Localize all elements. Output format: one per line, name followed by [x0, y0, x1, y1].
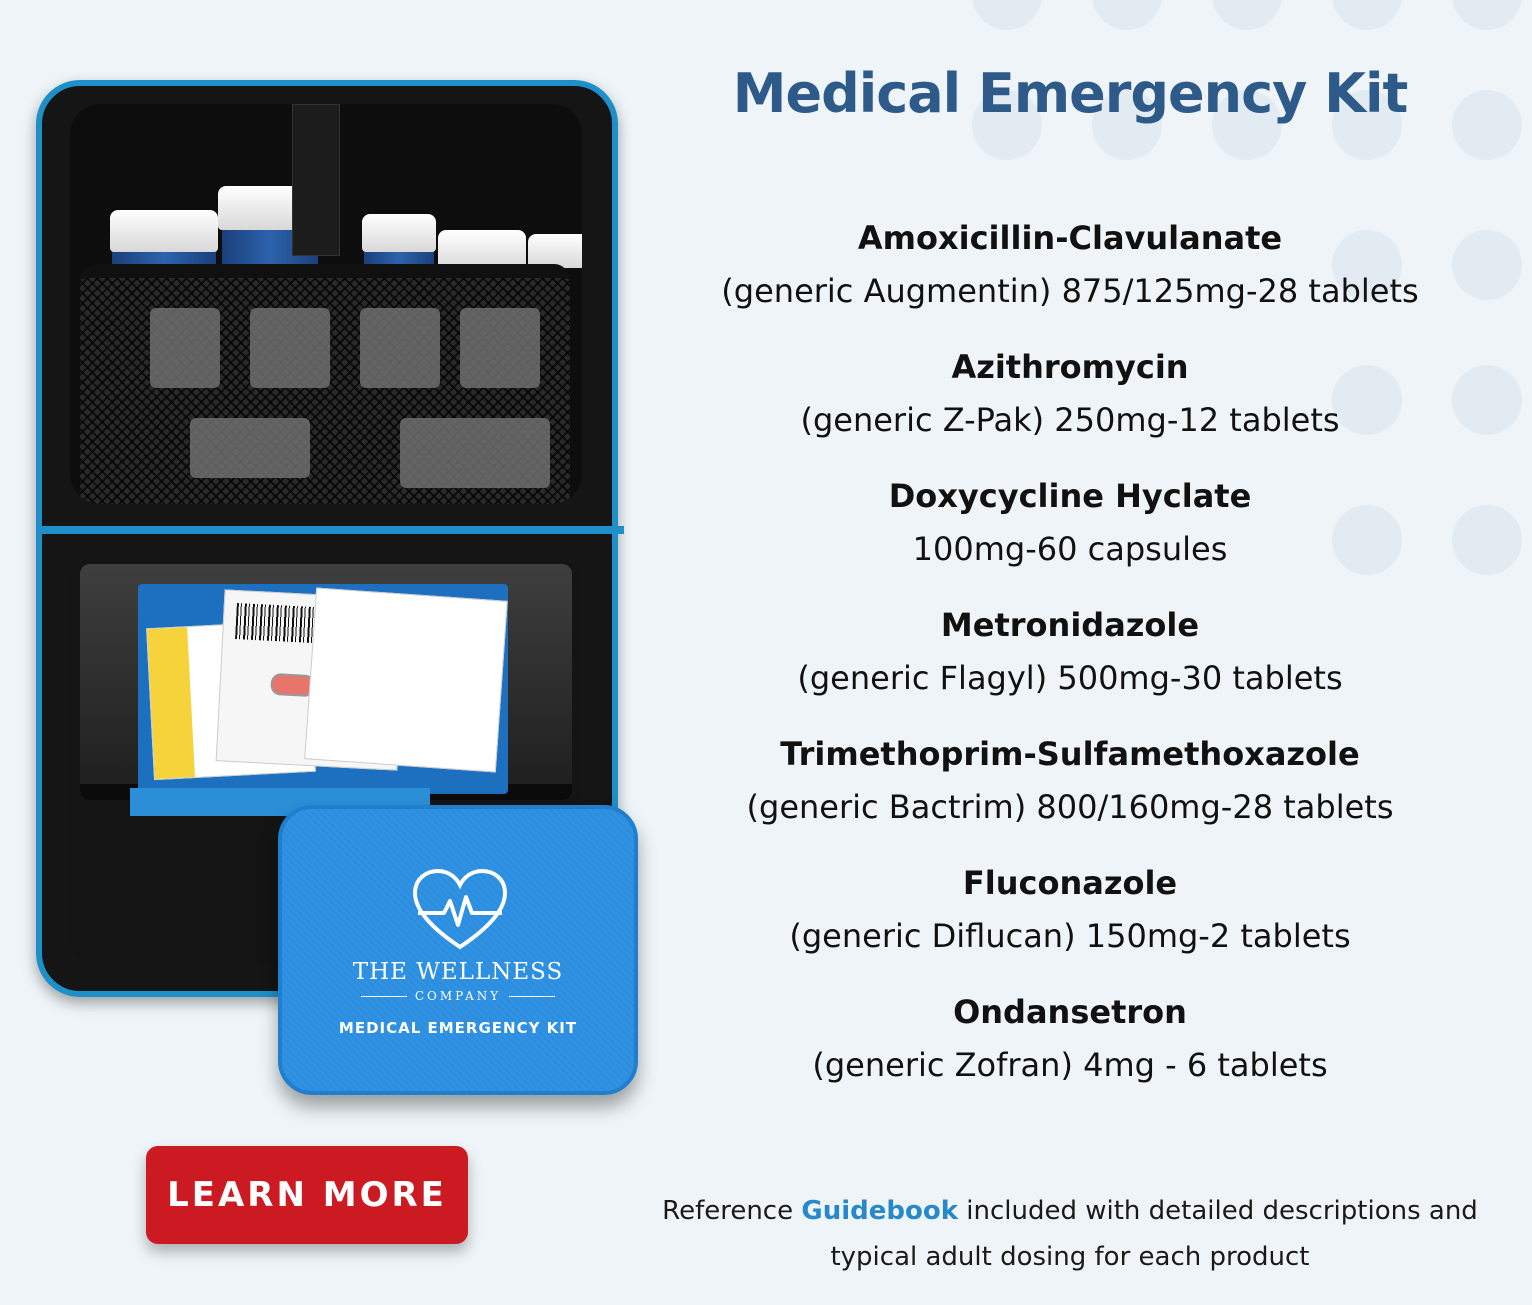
medication-name: Trimethoprim-Sulfamethoxazole [780, 735, 1360, 773]
page-title: Medical Emergency Kit [732, 62, 1408, 125]
medication-detail: (generic Zofran) 4mg - 6 tablets [812, 1046, 1328, 1084]
medication-list [640, 216, 1500, 1119]
learn-more-button[interactable]: LEARN MORE [146, 1146, 468, 1244]
medication-name: Metronidazole [940, 606, 1200, 644]
guidebook-note-prefix: Reference [662, 1196, 802, 1226]
list-item [640, 861, 1500, 990]
medication-detail: (generic Diflucan) 150mg-2 tablets [789, 917, 1351, 955]
mesh-pocket [80, 264, 570, 504]
clear-pocket [80, 564, 572, 800]
guidebook-link[interactable]: Guidebook [801, 1196, 959, 1226]
medication-name: Ondansetron [953, 993, 1187, 1031]
medication-detail: (generic Bactrim) 800/160mg-28 tablets [746, 788, 1394, 826]
medication-detail: (generic Z-Pak) 250mg-12 tablets [800, 401, 1340, 439]
list-item [640, 216, 1500, 345]
upper-compartment [70, 104, 582, 504]
medication-detail: 100mg-60 capsules [912, 530, 1228, 568]
medication-name: Fluconazole [962, 864, 1178, 902]
medication-name: Azithromycin [951, 348, 1189, 386]
kit-brand-sub: COMPANY [282, 989, 634, 1003]
guidebook-note [640, 1188, 1500, 1280]
list-item [640, 732, 1500, 861]
list-item [640, 345, 1500, 474]
medication-name: Amoxicillin-Clavulanate [857, 219, 1283, 257]
pharmacy-label-card [304, 588, 508, 773]
zipper [42, 526, 624, 534]
list-item [640, 603, 1500, 732]
guidebook-note-suffix: included with detailed descriptions and typical adult dosing for each product [830, 1196, 1478, 1272]
medication-detail: (generic Augmentin) 875/125mg-28 tablets [721, 272, 1419, 310]
kit-brand: THE WELLNESS [352, 959, 564, 985]
list-item [640, 474, 1500, 603]
medication-name: Doxycycline Hyclate [888, 477, 1252, 515]
heart-pulse-logo-icon [410, 867, 510, 957]
list-item [640, 990, 1500, 1119]
closed-kit-case [278, 805, 638, 1095]
medication-detail: (generic Flagyl) 500mg-30 tablets [797, 659, 1343, 697]
elastic-strap [292, 104, 340, 256]
kit-label: MEDICAL EMERGENCY KIT [338, 1019, 578, 1037]
product-image [30, 80, 640, 1100]
